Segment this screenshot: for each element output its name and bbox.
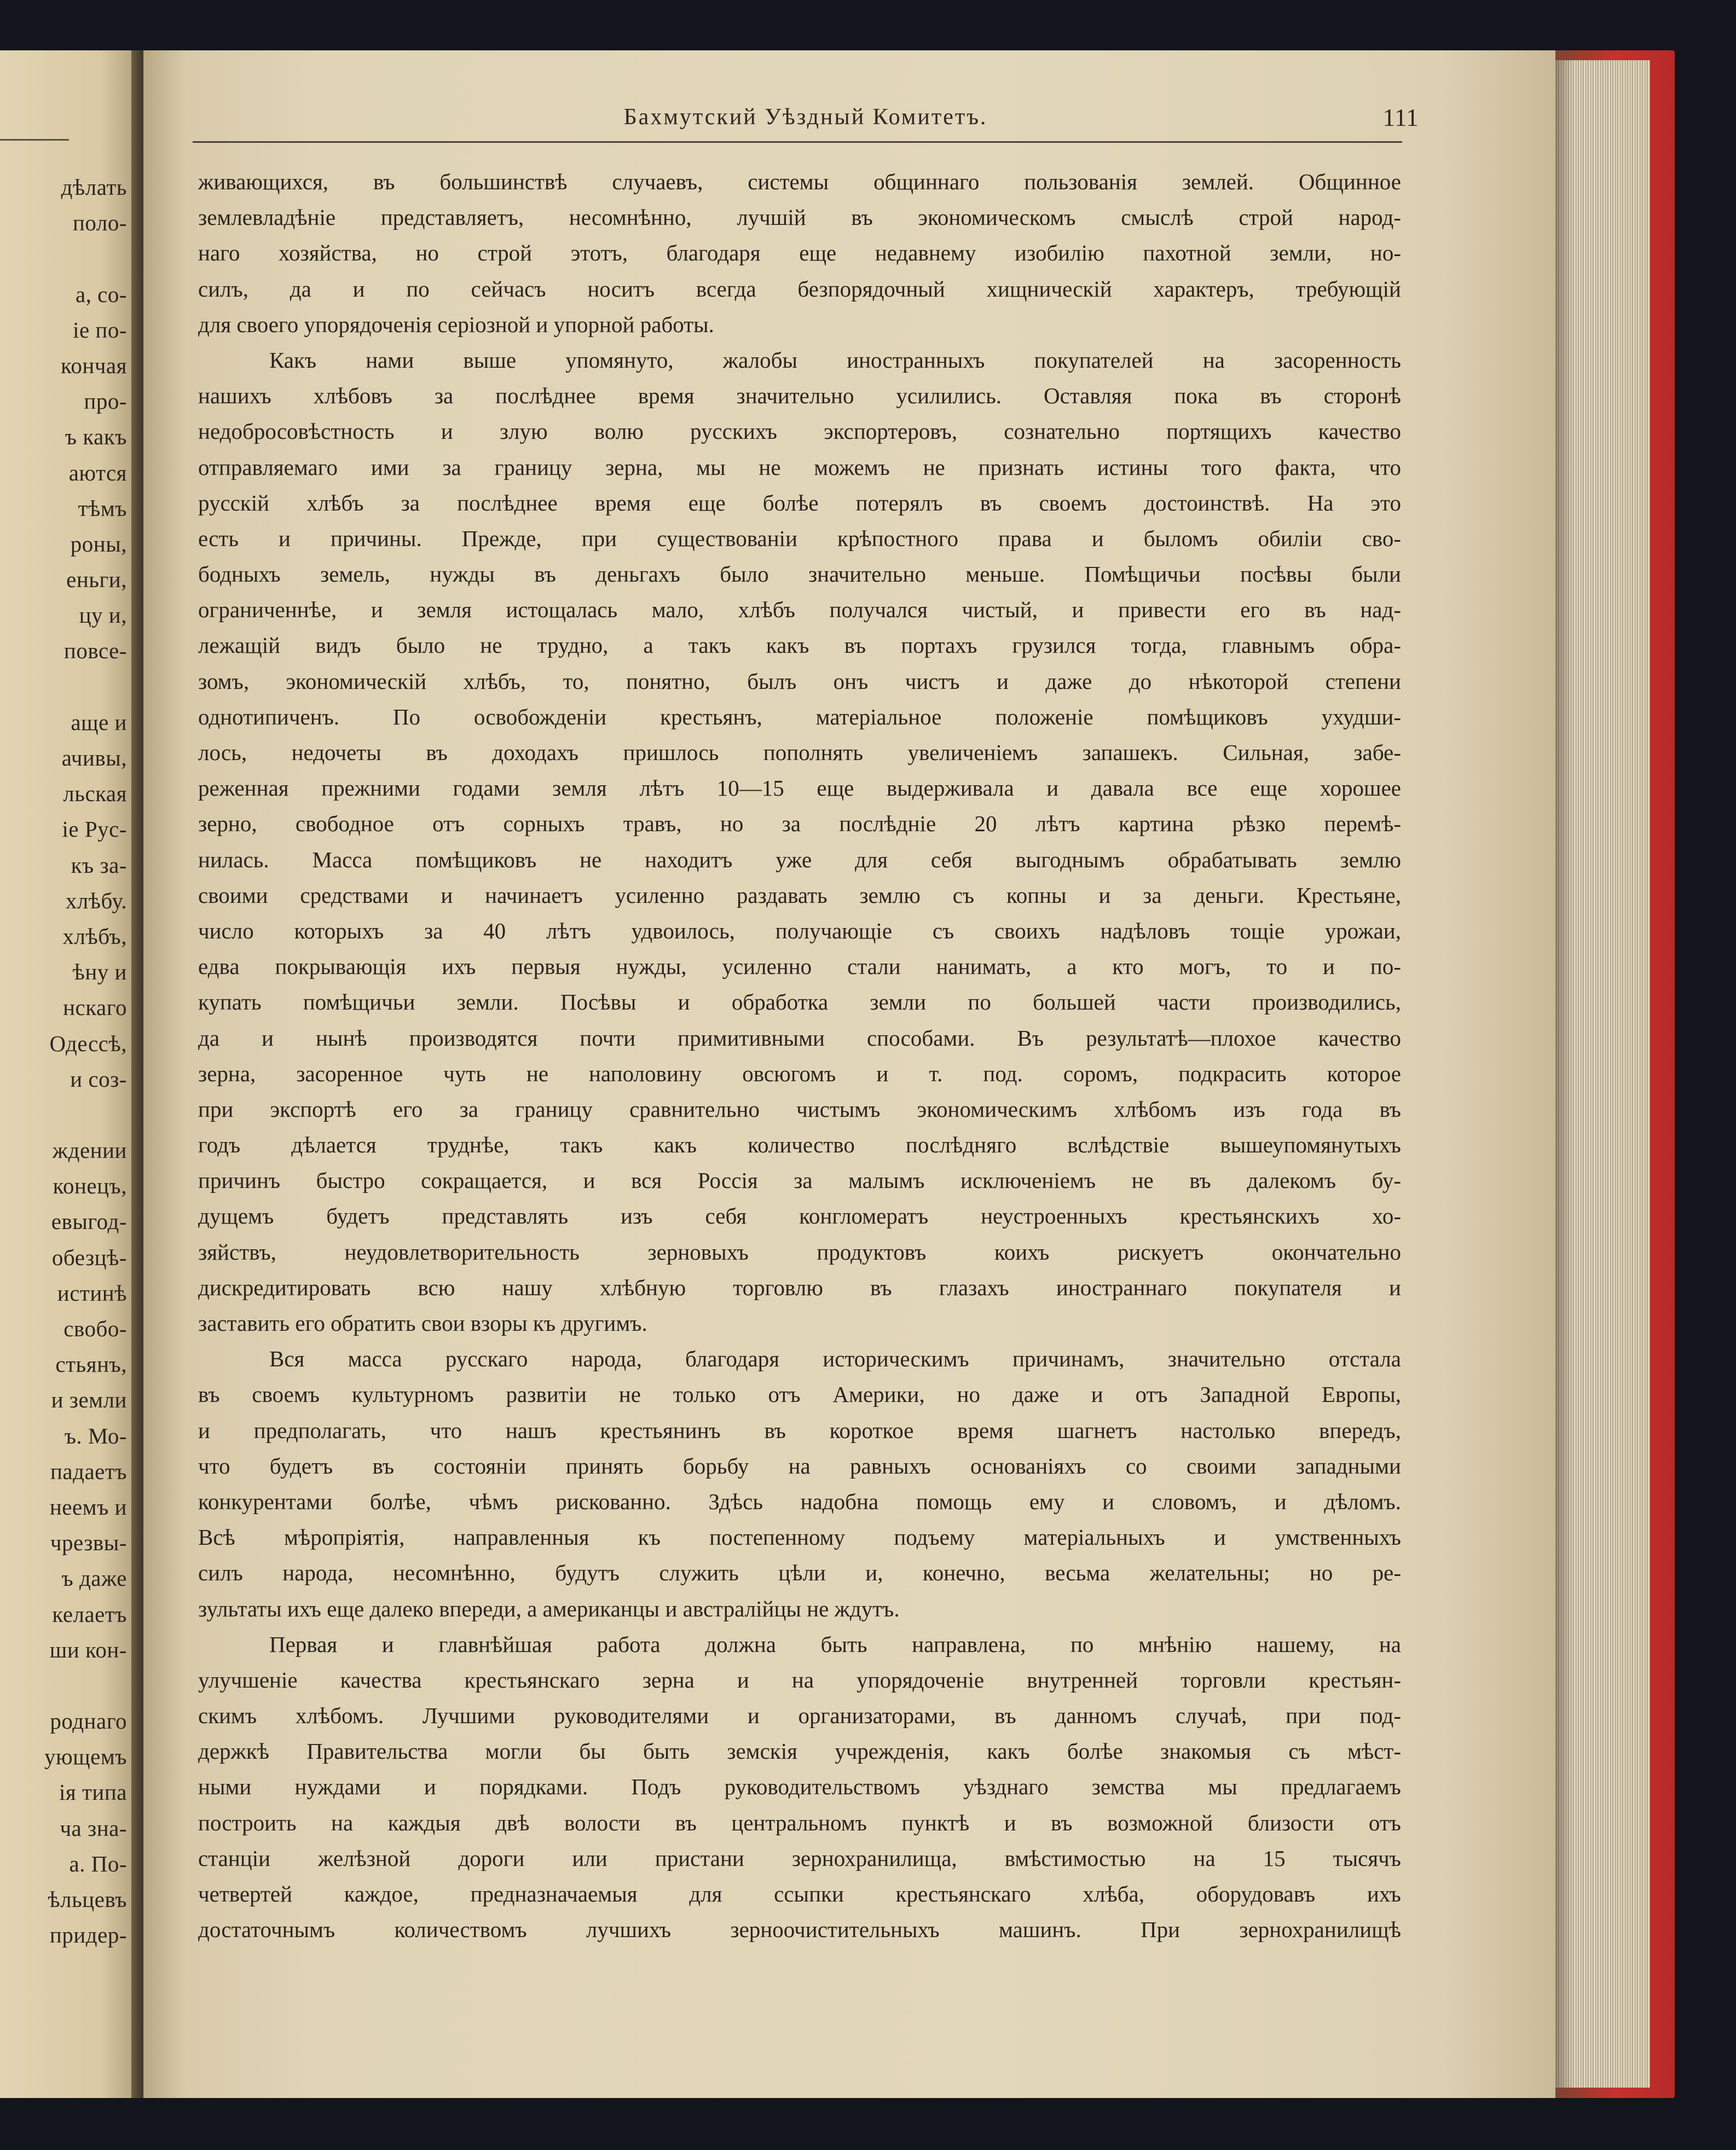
left-fragment-line: роны, [70,531,127,557]
left-fragment-line: неемъ и [49,1494,127,1520]
left-fragment-line: и соз- [70,1066,127,1092]
text-line: скимъ хлѣбомъ. Лучшими руководителями и организаторами, въ данномъ случаѣ, при под- [198,1703,1401,1729]
right-page [143,50,1555,2098]
text-line: зяйствъ, неудовлетворительность зерновыхъ продуктовъ коихъ рискуетъ окончательно [198,1239,1401,1265]
left-fragment-line: льская [63,781,127,807]
left-fragment-line: конецъ, [53,1173,127,1199]
left-fragment-line: ѣльцевъ [48,1887,127,1912]
text-line: ными нуждами и порядками. Подъ руководительствомъ уѣзднаго земства мы предлагаемъ [198,1774,1401,1800]
text-line: Вся масса русскаго народа, благодаря историческимъ причинамъ, значительно отстала [269,1346,1401,1372]
text-line: русскiй хлѣбъ за послѣднее время еще болѣе потерялъ въ своемъ достоинствѣ. На это [198,490,1401,515]
left-fragment-line: стьянъ, [55,1352,127,1377]
left-fragment-line: падаетъ [50,1458,127,1484]
text-line: и предполагать, что нашъ крестьянинъ въ короткое время шагнетъ настолько впередъ, [198,1417,1401,1443]
text-line: есть и причины. Прежде, при существованiи крѣпостного права и быломъ обилiи сво- [198,525,1401,551]
head-rule [193,141,1402,143]
left-fragment-line: ующемъ [44,1744,127,1770]
text-line: купать помѣщичьи земли. Посѣвы и обработка земли по большей части производились, [198,989,1401,1015]
left-fragment-line: къ за- [71,852,127,878]
left-fragment-line: и земли [51,1387,127,1413]
left-fragment-line: цу и, [79,602,127,628]
text-line: годъ дѣлается труднѣе, такъ какъ количество послѣдняго вслѣдствiе вышеупомянутыхъ [198,1132,1401,1158]
body-text [198,164,1401,1948]
text-line: построить на каждыя двѣ волости въ центральномъ пунктѣ и въ возможной близости отъ [198,1810,1401,1835]
left-fragment-line: хлѣбъ, [62,923,127,949]
left-fragment-line: Одессѣ, [49,1030,127,1056]
text-line: зерно, свободное отъ сорныхъ травъ, но за послѣднiе 20 лѣтъ картина рѣзко перемѣ- [198,811,1401,837]
left-fragment-line: чрезвы- [50,1530,127,1556]
left-fragment-line: истинѣ [57,1280,127,1306]
left-fragment-line: кончая [61,352,127,378]
left-fragment-line: роднаго [50,1708,127,1734]
text-line: дискредитировать всю нашу хлѣбную торговлю въ глазахъ иностраннаго покупателя и [198,1274,1401,1300]
left-page [0,50,143,2098]
left-fragment-line [44,669,127,705]
text-line: силъ народа, несомнѣнно, будутъ служить цѣли и, конечно, весьма желательны; но ре- [198,1560,1401,1586]
text-line: нилась. Масса помѣщиковъ не находитъ уже для себя выгоднымъ обрабатывать землю [198,847,1401,872]
text-line: зерна, засоренное чуть не наполовину овсюгомъ и т. под. соромъ, подкрасить которое [198,1060,1401,1086]
text-line: зультаты ихъ еще далеко впереди, а американцы и австралiйцы не ждутъ. [198,1596,900,1621]
text-line: отправляемаго ими за границу зерна, мы не можемъ не признать истины того факта, что [198,454,1401,480]
left-fragment-line: ъ какъ [65,424,127,450]
left-fragment-line: поло- [72,210,127,236]
left-fragment-line: тѣмъ [78,495,127,521]
left-fragment-line: ъ даже [61,1566,127,1591]
page-number: 111 [1382,103,1419,131]
left-fragment-line: дѣлать [61,175,127,200]
running-head [193,101,1419,139]
text-line: лежащiй видъ было не трудно, а такъ какъ въ портахъ грузился тогда, главнымъ обра- [198,633,1401,658]
left-fragment-line: ча зна- [60,1815,127,1841]
left-fragment-line: ie Рус- [62,816,127,842]
text-line: живающихся, въ большинствѣ случаевъ, системы общиннаго пользованiя землей. Общинное [198,169,1401,194]
running-title: Бахмутский Уѣздный Комитетъ. [623,105,988,130]
left-fragment-line: а. По- [69,1851,127,1876]
text-line: нашихъ хлѣбовъ за послѣднее время значительно усилились. Оставляя пока въ сторонѣ [198,383,1401,409]
left-fragment-line: аются [68,460,127,485]
text-line: число которыхъ за 40 лѣтъ удвоилось, получающiе съ своихъ надѣловъ тощiе урожаи, [198,918,1401,943]
left-fragment-line: ачивы, [61,745,127,770]
left-fragment-line: а, со- [75,281,127,307]
text-line: зомъ, экономическiй хлѣбъ, то, понятно, былъ онъ чистъ и даже до нѣкоторой степени [198,668,1401,694]
left-fragment-line: хлѣбу. [65,888,127,913]
text-line: ограниченнѣе, и земля истощалась мало, хлѣбъ получался чистый, и привести его въ над- [198,597,1401,623]
text-line: недобросовѣстность и злую волю русскихъ экспортеровъ, сознательно портящихъ качество [198,419,1401,444]
text-line: бодныхъ земель, нужды въ деньгахъ было значительно меньше. Помѣщичьи посѣвы были [198,561,1401,587]
text-line: Первая и главнѣйшая работа должна быть направлена, по мнѣнiю нашему, на [269,1631,1401,1657]
text-line: лось, недочеты въ доходахъ пришлось пополнять увеличенiемъ запашекъ. Сильная, забе- [198,740,1401,765]
left-fragment-line: ie по- [73,317,127,343]
left-fragment-line: повсе- [63,638,127,664]
text-line: Какъ нами выше упомянуто, жалобы иностранныхъ покупателей на засоренность [269,347,1401,373]
left-fragment-line: свобо- [63,1316,127,1341]
text-line: однотипиченъ. По освобожденiи крестьянъ, матерiальное положенiе помѣщиковъ ухудши- [198,704,1401,729]
left-fragment-line: ъ. Мо- [64,1423,127,1448]
text-line: конкурентами болѣе, чѣмъ рискованно. Здѣсь надобна помощь ему и словомъ, и дѣломъ. [198,1488,1401,1514]
left-fragment-line [44,1668,127,1703]
text-line: станцiи желѣзной дороги или пристани зернохранилища, вмѣстимостью на 15 тысячъ [198,1845,1401,1871]
left-fragment-line: нскаго [63,995,127,1021]
left-fragment-line: ждении [52,1138,127,1163]
left-fragment-line: iя типа [59,1780,127,1805]
text-line: причинъ быстро сокращается, и вся Россiя за малымъ исключенiемъ не въ далекомъ бу- [198,1168,1401,1193]
left-fragment-line: ѣну и [72,959,127,985]
left-fragment-line: ши кон- [49,1637,127,1662]
text-line: достаточнымъ количествомъ лучшихъ зерноочистительныхъ машинъ. При зернохранилищѣ [198,1917,1401,1943]
text-line: что будетъ въ состоянiи принять борьбу на равныхъ основанiяхъ со своими западными [198,1453,1401,1479]
left-fragment-line: келаетъ [52,1601,127,1627]
text-line: держкѣ Правительства могли бы быть земскiя учрежденiя, какъ болѣе знакомыя съ мѣст- [198,1738,1401,1764]
left-page-head-rule [0,139,69,141]
text-line: заставить его обратить свои взоры къ другимъ. [198,1311,647,1336]
left-fragment-line: придер- [49,1922,127,1948]
text-line: наго хозяйства, но строй этотъ, благодаря еще недавнему изобилiю пахотной земли, но- [198,240,1401,266]
text-line: едва покрывающiя ихъ первыя нужды, усиленно стали нанимать, а кто могъ, то и по- [198,954,1401,980]
text-line: четвертей каждое, предназначаемыя для ссыпки крестьянскаго хлѣба, оборудовавъ ихъ [198,1881,1401,1906]
text-line: при экспортѣ его за границу сравнительно чистымъ экономическимъ хлѣбомъ изъ года въ [198,1096,1401,1122]
left-fragment-line: про- [84,389,127,414]
left-fragment-line: аще и [71,709,127,735]
left-fragment-line: обезцѣ- [51,1244,127,1270]
text-line: силъ, да и по сейчасъ носитъ всегда безпорядочный хищническiй характеръ, требующiй [198,276,1401,302]
left-fragment-line [44,1097,127,1133]
text-line: да и нынѣ производятся почти примитивными способами. Въ результатѣ—плохое качество [198,1025,1401,1051]
text-line: дущемъ будетъ представлять изъ себя конгломератъ неустроенныхъ крестьянскихъ хо- [198,1203,1401,1229]
text-line: улучшенiе качества крестьянскаго зерна и на упорядоченiе внутренней торговли крестьян- [198,1667,1401,1693]
text-line: для своего упорядоченiя серiозной и упорной работы. [198,311,714,337]
left-fragment-line: еньги, [66,567,127,593]
text-line: своими средствами и начинаетъ усиленно раздавать землю съ копны и за деньги. Крестьяне, [198,882,1401,908]
text-line: Всѣ мѣропрiятiя, направленныя къ постепенному подъему матерiальныхъ и умственныхъ [198,1525,1401,1550]
text-line: въ своемъ культурномъ развитiи не только отъ Америки, но даже и отъ Западной Европы, [198,1382,1401,1407]
left-fragment-line [44,241,127,276]
left-page-text-fragments [44,170,127,1953]
text-line: землевладѣнiе представляетъ, несомнѣнно, лучшiй въ экономическомъ смыслѣ строй народ- [198,205,1401,230]
text-line: реженная прежними годами земля лѣтъ 10—15 еще выдерживала и давала все еще хорошее [198,775,1401,801]
left-fragment-line: евыгод- [51,1209,127,1235]
